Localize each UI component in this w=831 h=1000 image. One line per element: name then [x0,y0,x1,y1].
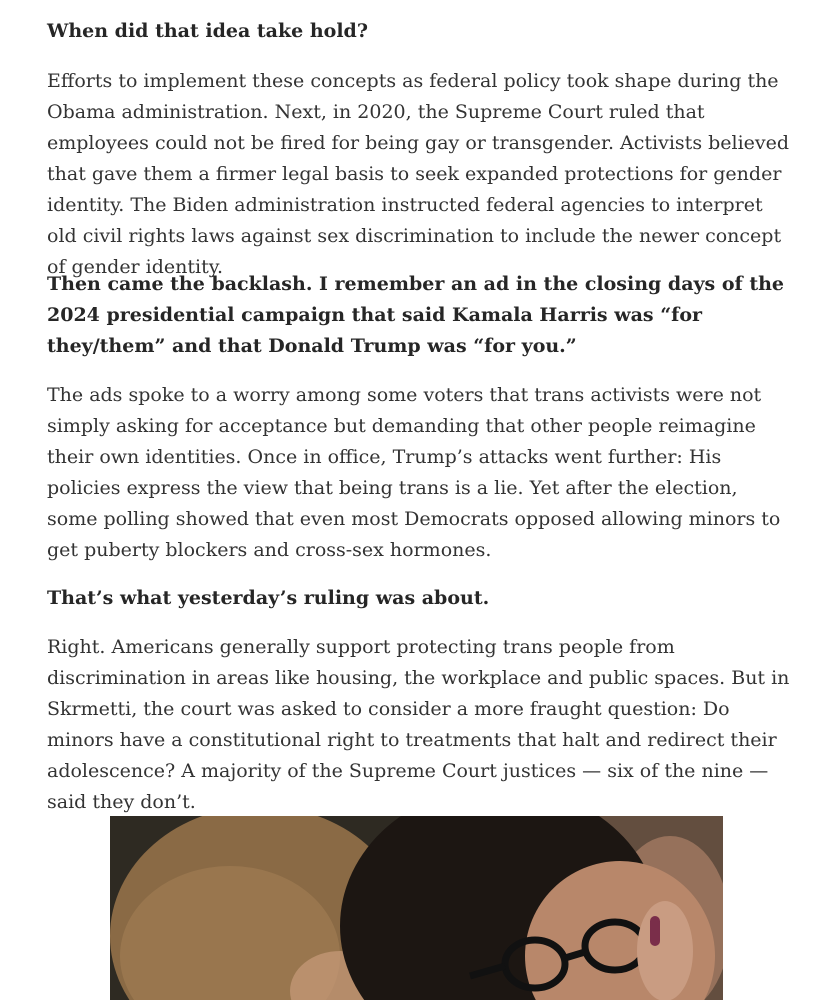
article-photo [110,816,723,1000]
interview-question: That’s what yesterday’s ruling was about. [47,587,490,609]
right-person-hand [637,901,693,1000]
interview-answer: Efforts to implement these concepts as federal policy took shape during the Obama administration. Next, in 2020, the Supreme Court ruled that employees could not be fired for being gay or transgender. Activists believed that gave them a firmer legal basis to seek expanded protections for gender identity. The Biden administration instructed federal agencies to interpret old civil rights laws against sex discrimination to include the newer concept of gender identity. [47,70,790,278]
fingernail [650,916,660,946]
interview-answer: The ads spoke to a worry among some voters that trans activists were not simply asking for acceptance but demanding that other people reimagine their own identities. Once in office, Trump’s attacks went further: His policies express the view that being trans is a lie. Yet after the election, some polling showed that even most Democrats opposed allowing minors to get puberty blockers and cross-sex hormones. [47,384,781,561]
interview-question: When did that idea take hold? [47,20,368,42]
photo-illustration [110,816,723,1000]
interview-answer: Right. Americans generally support protecting trans people from discrimination in areas like housing, the workplace and public spaces. But in Skrmetti, the court was asked to consider a more fraught question: Do minors have a constitutional right to treatments that halt and redirect their adolescence? A majority of the Supreme Court justices — six of the nine — said they don’t. [47,636,790,813]
interview-question: Then came the backlash. I remember an ad in the closing days of the 2024 presidential campaign that said Kamala Harris was “for they/them” and that Donald Trump was “for you.” [47,273,785,357]
